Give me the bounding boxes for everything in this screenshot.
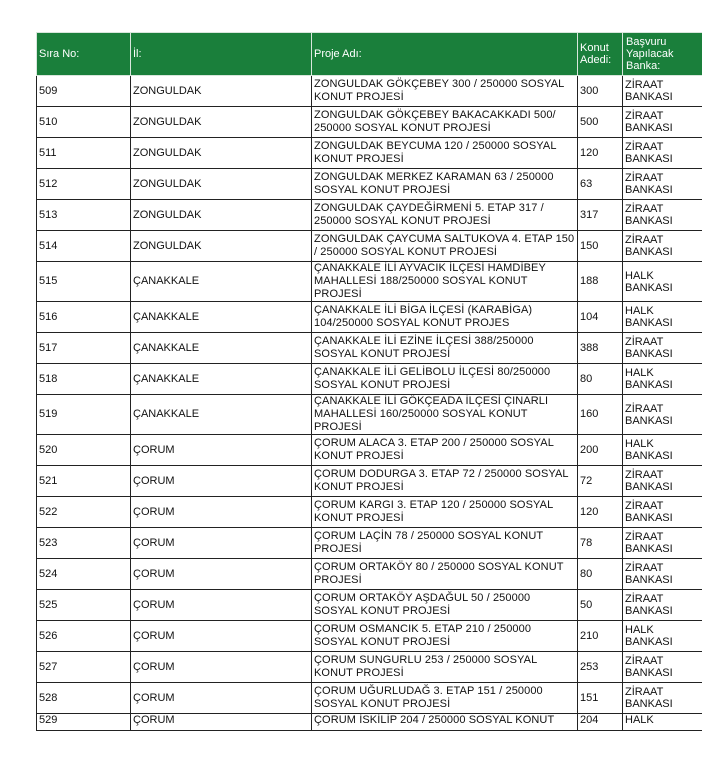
sira-no-cell: 516 [37, 302, 131, 333]
proje-adi-cell: ÇORUM ALACA 3. ETAP 200 / 250000 SOSYAL KONUT PROJESİ [312, 435, 578, 466]
proje-adi-cell: ÇORUM KARGI 3. ETAP 120 / 250000 SOSYAL KONUT PROJESİ [312, 497, 578, 528]
il-cell: ÇORUM [131, 528, 312, 559]
konut-adedi-cell: 388 [578, 333, 623, 364]
table-row [37, 200, 703, 231]
il-cell: ÇORUM [131, 714, 312, 731]
sira-no-cell: 527 [37, 652, 131, 683]
sira-no-cell: 517 [37, 333, 131, 364]
konut-adedi-cell: 63 [578, 169, 623, 200]
banka-cell: ZİRAAT BANKASI [623, 497, 703, 528]
banka-cell: HALK BANKASI [623, 302, 703, 333]
header-konut-adedi: Konut Adedi: [578, 33, 623, 76]
proje-adi-cell: ÇORUM LAÇİN 78 / 250000 SOSYAL KONUT PROJESİ [312, 528, 578, 559]
proje-adi-cell: ÇANAKKALE İLİ EZİNE İLÇESİ 388/250000 SOSYAL KONUT PROJESİ [312, 333, 578, 364]
konut-adedi-cell: 150 [578, 231, 623, 262]
banka-cell: ZİRAAT BANKASI [623, 683, 703, 714]
banka-cell: HALK BANKASI [623, 435, 703, 466]
sira-no-cell: 511 [37, 138, 131, 169]
header-basvuru-banka: Başvuru Yapılacak Banka: [623, 33, 703, 76]
proje-adi-cell: ÇANAKKALE İLİ AYVACIK İLÇESİ HAMDİBEY MAHALLESİ 188/250000 SOSYAL KONUT PROJESİ [312, 262, 578, 302]
sira-no-cell: 513 [37, 200, 131, 231]
banka-cell: HALK BANKASI [623, 262, 703, 302]
sira-no-cell: 514 [37, 231, 131, 262]
table-row [37, 435, 703, 466]
table-row [37, 333, 703, 364]
proje-adi-cell: ZONGULDAK BEYCUMA 120 / 250000 SOSYAL KONUT PROJESİ [312, 138, 578, 169]
table-row [37, 395, 703, 435]
proje-adi-cell: ÇORUM DODURGA 3. ETAP 72 / 250000 SOSYAL KONUT PROJESİ [312, 466, 578, 497]
sira-no-cell: 510 [37, 107, 131, 138]
konut-adedi-cell: 500 [578, 107, 623, 138]
il-cell: ZONGULDAK [131, 200, 312, 231]
table-row [37, 497, 703, 528]
konut-adedi-cell: 253 [578, 652, 623, 683]
konut-adedi-cell: 72 [578, 466, 623, 497]
banka-cell: HALK BANKASI [623, 621, 703, 652]
il-cell: ÇANAKKALE [131, 302, 312, 333]
table-row [37, 364, 703, 395]
proje-adi-cell: ZONGULDAK ÇAYCUMA SALTUKOVA 4. ETAP 150 / 250000 SOSYAL KONUT PROJESİ [312, 231, 578, 262]
proje-adi-cell: ÇANAKKALE İLİ BİGA İLÇESİ (KARABİGA) 104/250000 SOSYAL KONUT PROJES [312, 302, 578, 333]
table-row [37, 528, 703, 559]
banka-cell: ZİRAAT BANKASI [623, 528, 703, 559]
konut-adedi-cell: 210 [578, 621, 623, 652]
sira-no-cell: 515 [37, 262, 131, 302]
header-sira-no: Sıra No: [37, 33, 131, 76]
il-cell: ÇANAKKALE [131, 333, 312, 364]
konut-adedi-cell: 151 [578, 683, 623, 714]
sira-no-cell: 522 [37, 497, 131, 528]
proje-adi-cell: ZONGULDAK GÖKÇEBEY BAKACAKKADI 500/ 250000 SOSYAL KONUT PROJESİ [312, 107, 578, 138]
sira-no-cell: 519 [37, 395, 131, 435]
il-cell: ÇORUM [131, 590, 312, 621]
il-cell: ÇANAKKALE [131, 262, 312, 302]
sira-no-cell: 525 [37, 590, 131, 621]
il-cell: ÇORUM [131, 559, 312, 590]
table-row [37, 76, 703, 107]
konut-adedi-cell: 188 [578, 262, 623, 302]
banka-cell: ZİRAAT BANKASI [623, 652, 703, 683]
konut-adedi-cell: 204 [578, 714, 623, 731]
il-cell: ÇORUM [131, 466, 312, 497]
il-cell: ZONGULDAK [131, 76, 312, 107]
table-header-row [37, 33, 703, 76]
konut-adedi-cell: 300 [578, 76, 623, 107]
il-cell: ÇANAKKALE [131, 364, 312, 395]
table-row [37, 559, 703, 590]
il-cell: ZONGULDAK [131, 169, 312, 200]
il-cell: ÇANAKKALE [131, 395, 312, 435]
sira-no-cell: 521 [37, 466, 131, 497]
proje-adi-cell: ZONGULDAK GÖKÇEBEY 300 / 250000 SOSYAL KONUT PROJESİ [312, 76, 578, 107]
proje-adi-cell: ZONGULDAK MERKEZ KARAMAN 63 / 250000 SOSYAL KONUT PROJESİ [312, 169, 578, 200]
konut-adedi-cell: 80 [578, 559, 623, 590]
header-proje-adi: Proje Adı: [312, 33, 578, 76]
il-cell: ZONGULDAK [131, 107, 312, 138]
banka-cell: ZİRAAT BANKASI [623, 76, 703, 107]
banka-cell: ZİRAAT BANKASI [623, 590, 703, 621]
table-row [37, 302, 703, 333]
sira-no-cell: 518 [37, 364, 131, 395]
sira-no-cell: 528 [37, 683, 131, 714]
sira-no-cell: 526 [37, 621, 131, 652]
il-cell: ÇORUM [131, 652, 312, 683]
konut-adedi-cell: 120 [578, 497, 623, 528]
proje-adi-cell: ÇORUM UĞURLUDAĞ 3. ETAP 151 / 250000 SOSYAL KONUT PROJESİ [312, 683, 578, 714]
proje-adi-cell: ÇORUM ORTAKÖY AŞDAĞUL 50 / 250000 SOSYAL KONUT PROJESİ [312, 590, 578, 621]
table-row [37, 107, 703, 138]
konut-adedi-cell: 80 [578, 364, 623, 395]
sira-no-cell: 512 [37, 169, 131, 200]
table-body [37, 76, 703, 731]
sira-no-cell: 524 [37, 559, 131, 590]
proje-adi-cell: ÇANAKKALE İLİ GÖKÇEADA İLÇESİ ÇINARLI MAHALLESİ 160/250000 SOSYAL KONUT PROJESİ [312, 395, 578, 435]
il-cell: ZONGULDAK [131, 231, 312, 262]
konut-adedi-cell: 50 [578, 590, 623, 621]
table-row [37, 231, 703, 262]
proje-adi-cell: ÇORUM İSKİLİP 204 / 250000 SOSYAL KONUT [312, 714, 578, 731]
table-row [37, 262, 703, 302]
il-cell: ÇORUM [131, 435, 312, 466]
table-row [37, 621, 703, 652]
banka-cell: ZİRAAT BANKASI [623, 333, 703, 364]
banka-cell: ZİRAAT BANKASI [623, 466, 703, 497]
il-cell: ÇORUM [131, 683, 312, 714]
table-row [37, 169, 703, 200]
proje-adi-cell: ÇANAKKALE İLİ GELİBOLU İLÇESİ 80/250000 SOSYAL KONUT PROJESİ [312, 364, 578, 395]
housing-project-table [36, 32, 702, 731]
sira-no-cell: 520 [37, 435, 131, 466]
proje-adi-cell: ÇORUM SUNGURLU 253 / 250000 SOSYAL KONUT PROJESİ [312, 652, 578, 683]
konut-adedi-cell: 200 [578, 435, 623, 466]
housing-project-table-page [36, 32, 702, 733]
sira-no-cell: 523 [37, 528, 131, 559]
banka-cell: HALK [623, 714, 703, 731]
konut-adedi-cell: 104 [578, 302, 623, 333]
header-il: İl: [131, 33, 312, 76]
table-row [37, 714, 703, 731]
banka-cell: ZİRAAT BANKASI [623, 138, 703, 169]
banka-cell: ZİRAAT BANKASI [623, 231, 703, 262]
proje-adi-cell: ZONGULDAK ÇAYDEĞİRMENİ 5. ETAP 317 / 250000 SOSYAL KONUT PROJESİ [312, 200, 578, 231]
konut-adedi-cell: 120 [578, 138, 623, 169]
table-row [37, 590, 703, 621]
table-row [37, 466, 703, 497]
proje-adi-cell: ÇORUM OSMANCIK 5. ETAP 210 / 250000 SOSYAL KONUT PROJESİ [312, 621, 578, 652]
il-cell: ZONGULDAK [131, 138, 312, 169]
table-row [37, 683, 703, 714]
konut-adedi-cell: 317 [578, 200, 623, 231]
konut-adedi-cell: 78 [578, 528, 623, 559]
il-cell: ÇORUM [131, 497, 312, 528]
table-row [37, 138, 703, 169]
konut-adedi-cell: 160 [578, 395, 623, 435]
table-row [37, 652, 703, 683]
proje-adi-cell: ÇORUM ORTAKÖY 80 / 250000 SOSYAL KONUT PROJESİ [312, 559, 578, 590]
sira-no-cell: 509 [37, 76, 131, 107]
banka-cell: ZİRAAT BANKASI [623, 395, 703, 435]
banka-cell: ZİRAAT BANKASI [623, 107, 703, 138]
banka-cell: ZİRAAT BANKASI [623, 200, 703, 231]
banka-cell: ZİRAAT BANKASI [623, 169, 703, 200]
il-cell: ÇORUM [131, 621, 312, 652]
banka-cell: HALK BANKASI [623, 364, 703, 395]
banka-cell: ZİRAAT BANKASI [623, 559, 703, 590]
sira-no-cell: 529 [37, 714, 131, 731]
